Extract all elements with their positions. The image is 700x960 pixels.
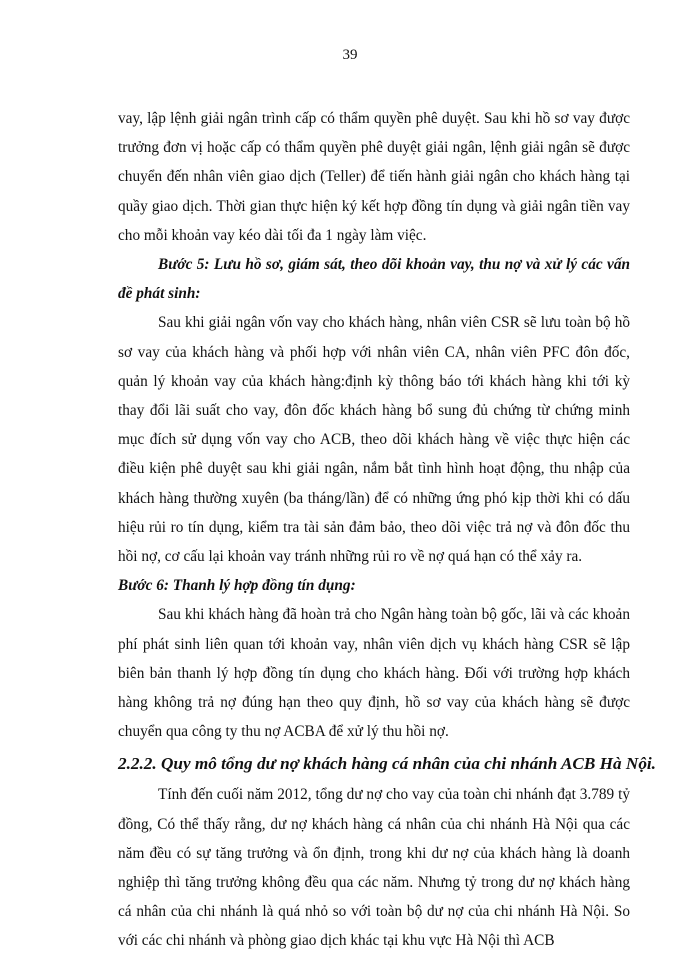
paragraph-outstanding-loans: Tính đến cuối năm 2012, tổng dư nợ cho vay của toàn chi nhánh đạt 3.789 tỷ đồng, Có thể thấy rằng, dư nợ khách hàng cá nhân của chi nhánh Hà Nội qua các năm đều có sự tăng trưởng và ổn định, trong khi dư nợ của khách hàng là doanh nghiệp thì tăng trưởng không đều qua các năm. Nhưng tỷ trong dư nợ khách hàng cá nhân của chi nhánh là quá nhỏ so với toàn bộ dư nợ của chi nhánh Hà Nội. So với các chi nhánh và phòng giao dịch khác tại khu vực Hà Nội thì ACB <box>118 786 630 950</box>
paragraph-disbursement: vay, lập lệnh giải ngân trình cấp có thẩm quyền phê duyệt. Sau khi hồ sơ vay được trưởng đơn vị hoặc cấp có thẩm quyền phê duyệt giải ngân, lệnh giải ngân sẽ được chuyển đến nhân viên giao dịch (Teller) để tiến hành giải ngân cho khách hàng tại quầy giao dịch. Thời gian thực hiện ký kết hợp đồng tín dụng và giải ngân tiền vay cho mỗi khoản vay kéo dài tối đa 1 ngày làm việc. <box>118 110 630 244</box>
page-number: 39 <box>342 47 358 63</box>
step-5-heading: Bước 5: Lưu hồ sơ, giám sát, theo dõi khoản vay, thu nợ và xử lý các vấn đề phát sinh: <box>118 256 630 303</box>
paragraph-contract-liquidation: Sau khi khách hàng đã hoàn trả cho Ngân hàng toàn bộ gốc, lãi và các khoản phí phát sinh liên quan tới khoản vay, nhân viên dịch vụ khách hàng CSR sẽ lập biên bản thanh lý hợp đồng tín dụng cho khách hàng. Đối với trường hợp khách hàng không trả nợ đúng hạn theo quy định, hồ sơ vay của khách hàng sẽ được chuyển qua công ty thu nợ ACBA để xử lý thu hồi nợ. <box>118 606 630 741</box>
step-6-heading: Bước 6: Thanh lý hợp đồng tín dụng: <box>118 577 356 595</box>
paragraph-loan-monitoring: Sau khi giải ngân vốn vay cho khách hàng, nhân viên CSR sẽ lưu toàn bộ hồ sơ vay của khách hàng và phối hợp với nhân viên CA, nhân viên PFC đôn đốc, quản lý khoản vay của khách hàng:định kỳ thông báo tới khách hàng khi tới kỳ thay đổi lãi suất cho vay, đôn đốc khách hàng bổ sung đủ chứng từ chứng minh mục đích sử dụng vốn vay cho ACB, theo dõi khách hàng về việc thực hiện các điều kiện phê duyệt sau khi giải ngân, nắm bắt tình hình hoạt động, thu nhập của khách hàng thường xuyên (ba tháng/lần) để có những ứng phó kịp thời khi có dấu hiệu rủi ro tín dụng, kiểm tra tài sản đảm bảo, theo dõi việc trả nợ và đôn đốc thu hồi nợ, cơ cấu lại khoản vay tránh những rủi ro về nợ quá hạn có thể xảy ra. <box>118 314 630 566</box>
document-body <box>118 104 656 956</box>
section-heading-2-2-2: 2.2.2. Quy mô tổng dư nợ khách hàng cá nhân của chi nhánh ACB Hà Nội. <box>118 754 656 774</box>
